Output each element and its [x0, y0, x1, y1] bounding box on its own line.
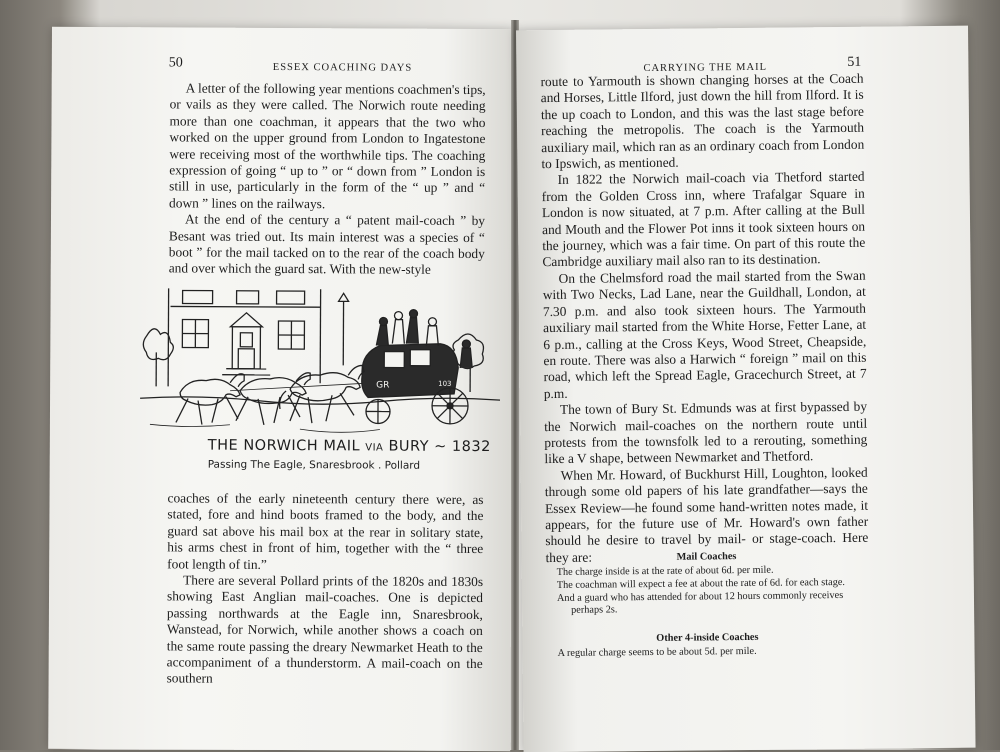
illustration-caption	[208, 438, 491, 455]
caption-year: BURY ~ 1832	[388, 439, 490, 456]
paragraph: The town of Bury St. Edmunds was at first bypassed by the Norwich mail-coaches on the northern route until protests from the townsfolk led to a rerouting, something like a V shape, between Newmarket and Thetford.	[544, 399, 868, 468]
note-item: And a guard who has attended for about 12 hours commonly receives perhaps 2s.	[557, 590, 857, 617]
page-number: 50	[169, 55, 183, 71]
svg-text:GR: GR	[376, 380, 389, 390]
paragraph: route to Yarmouth is shown changing horses at the Coach and Horses, Little Ilford, just down the hill from Ilford. It is the up coach to London, and this was the last stage before reaching the metropolis. The coach is the Yarmouth auxiliary mail, which ran as an ordinary coach from London to Ipswich, as mentioned.	[540, 71, 864, 173]
running-head: CARRYING THE MAIL	[643, 62, 767, 74]
paragraph: At the end of the century a “ patent mail-coach ” by Besant was tried out. Its main interest was a species of “ boot ” for the mail tacked on to the rear of the coach body and over which the guard sat. With the new-style	[169, 212, 485, 279]
body-text	[540, 71, 868, 567]
body-text-bottom	[167, 490, 484, 689]
caption-title: THE NORWICH MAIL	[208, 438, 360, 455]
paragraph: A letter of the following year mentions coachmen's tips, or vails as they were called. The Norwich route needing more than one coachman, it appears that the two who worked on the upper ground from London to Ingatestone were receiving most of the worthwhile tips. The coaching expression of going “ up to ” or “ down from ” London is still in use, particularly in the form of the “ up ” and “ down ” lines on the railways.	[169, 80, 486, 213]
notes-heading-other: Other 4-inside Coaches	[557, 631, 857, 646]
svg-text:103: 103	[438, 380, 451, 388]
right-page	[516, 26, 976, 752]
paragraph: coaches of the early nineteenth century there were, as stated, fore and hind boots framed to the body, and the guard sat above his mail box at the rear in solitary state, his arms chest in front of him, together with the “ three foot length of tin.”	[167, 490, 483, 574]
paragraph: When Mr. Howard, of Buckhurst Hill, Loughton, looked through some old papers of his late grandfather—says the Essex Review—he found some hand-written notes made, it appears, for the future use of Mr. Howard's own father should he desire to travel by mail- or stage-coach. Here they are:	[545, 464, 869, 566]
note-item: The charge inside is at the rate of about 6d. per mile.	[557, 564, 857, 579]
illustration-subcaption: Passing The Eagle, Snaresbrook . Pollard	[208, 459, 420, 472]
paragraph: In 1822 the Norwich mail-coach via Thetford started from the Golden Cross inn, where Trafalgar Square in London is now situated, at 7 p.m. After calling at the Bull and Mouth and the Flower Pot inns it took sixteen hours on the journey, which was a fair time. On part of this route the Cambridge auxiliary mail also ran to its destination.	[542, 169, 866, 271]
mail-coach-illustration	[140, 286, 501, 488]
handwritten-notes	[556, 550, 857, 661]
left-page	[48, 27, 514, 751]
note-item: A regular charge seems to be about 5d. per mile.	[557, 645, 857, 660]
paragraph: On the Chelmsford road the mail started from the Swan with Two Necks, Lad Lane, near the Guildhall, London, at 7.30 p.m. and also took sixteen hours. The Yarmouth auxiliary mail started from the White Horse, Fetter Lane, at 6 p.m., calling at the Cross Keys, Wood Street, Cheapside, en route. There was also a Harwich “ foreign ” mail on this road, which left the Spread Eagle, Gracechurch Street, at 7 p.m.	[543, 268, 867, 403]
paragraph: There are several Pollard prints of the 1820s and 1830s showing East Anglian mail-coaches. One is depicted passing northwards at the Eagle inn, Snaresbrook, Wanstead, for Norwich, while another shows a coach on the same route passing the dreary Newmarket Heath to the accompaniment of a thunderstorm. A mail-coach on the southern	[167, 572, 484, 688]
page-number: 51	[847, 55, 861, 71]
body-text-top	[169, 80, 486, 279]
note-item: The coachman will expect a fee at about the rate of 6d. for each stage.	[557, 577, 857, 592]
notes-heading-mail: Mail Coaches	[556, 550, 856, 565]
running-head: ESSEX COACHING DAYS	[273, 62, 412, 74]
caption-via: VIA	[365, 442, 383, 453]
